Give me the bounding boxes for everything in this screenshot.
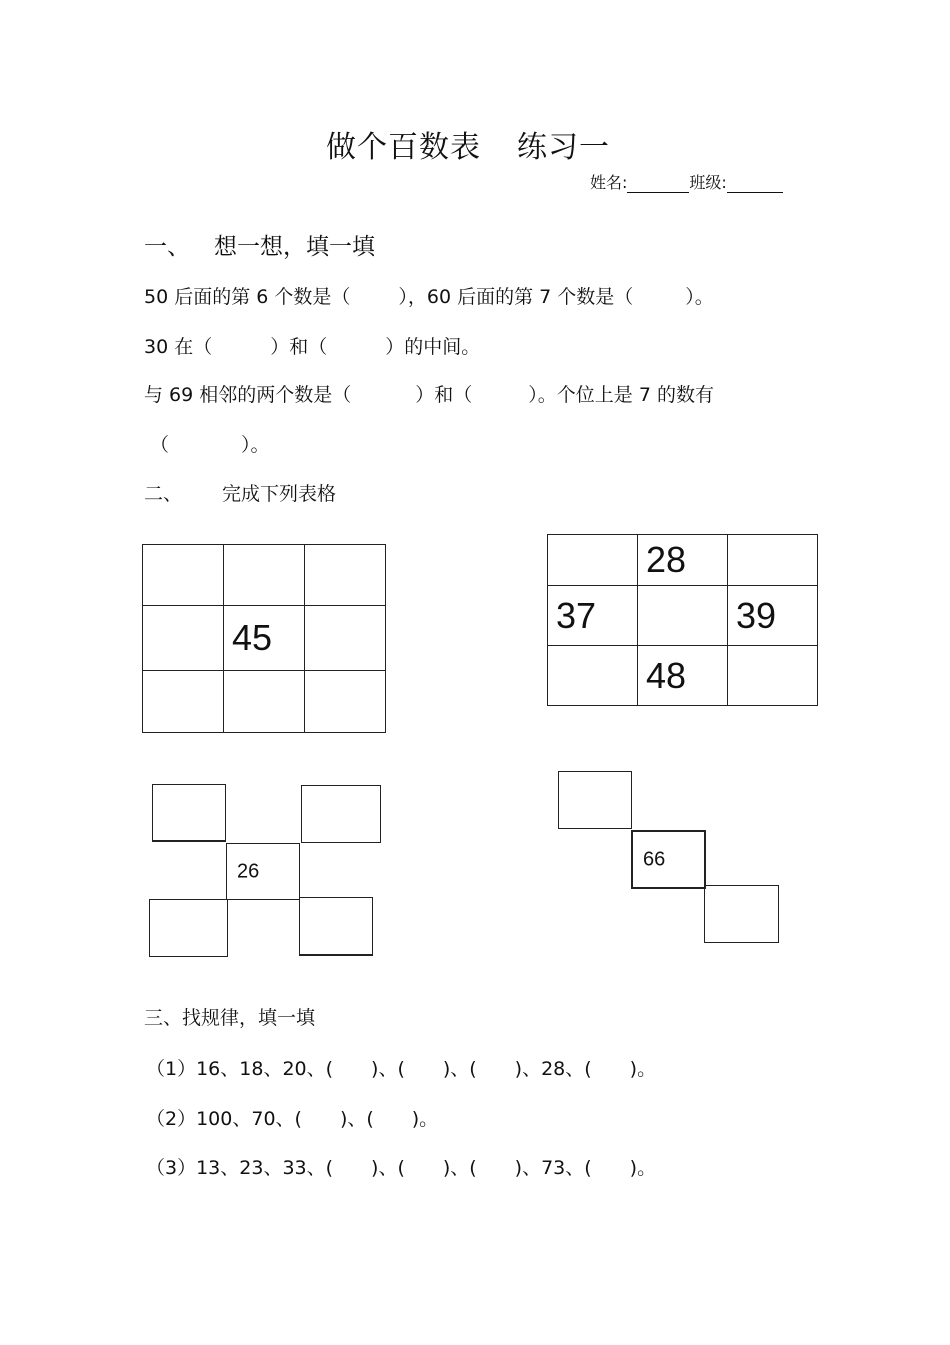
grid-cell[interactable]: [728, 646, 818, 706]
name-blank[interactable]: [627, 175, 689, 193]
section2-heading: [144, 479, 336, 506]
page-title: [326, 122, 610, 166]
class-label: 班级:: [689, 173, 727, 192]
grid-cell-right: [728, 586, 818, 646]
cross-box-top-left[interactable]: [152, 784, 226, 842]
pattern-2-text: （2）100、70、( )、( )。: [146, 1108, 439, 1130]
cross-box-bottom-right[interactable]: [299, 897, 373, 956]
grid-cell[interactable]: [638, 586, 728, 646]
q1-part-c: ）。: [685, 286, 714, 308]
pattern-row-1: [146, 1054, 656, 1081]
title-sub: 练习一: [517, 130, 610, 165]
grid-cell[interactable]: [224, 545, 305, 606]
diag-box-top[interactable]: [558, 771, 632, 829]
grid-cell[interactable]: [728, 535, 818, 586]
grid-cell-top: [638, 535, 728, 586]
grid-cell-bottom: [638, 646, 728, 706]
q1-part-b: ），60 后面的第 7 个数是（: [398, 286, 634, 308]
q3-part-c: ）。个位上是 7 的数有: [528, 384, 714, 406]
q3-part-d: （: [150, 434, 170, 456]
diag-center-value: 66: [643, 848, 666, 870]
cross-box-bottom-left[interactable]: [149, 899, 228, 957]
grid-45: [142, 544, 386, 733]
grid2-left-value: 37: [556, 594, 597, 636]
diag-box-center: [631, 830, 706, 889]
cross-box-center: [226, 843, 300, 900]
question-2: [144, 332, 480, 359]
diag-box-bottom[interactable]: [704, 885, 779, 943]
grid-38: [547, 534, 818, 706]
grid-cell[interactable]: [143, 606, 224, 671]
name-label: 姓名:: [590, 173, 628, 192]
grid-cell[interactable]: [143, 545, 224, 606]
cross-box-top-right[interactable]: [301, 785, 381, 843]
grid-cell[interactable]: [224, 671, 305, 733]
question-3-cont: [150, 430, 270, 457]
grid2-right-value: 39: [736, 594, 777, 636]
question-1: [144, 282, 714, 309]
section2-title: 完成下列表格: [222, 483, 337, 505]
q3-part-a: 与 69 相邻的两个数是（: [144, 384, 352, 406]
grid-cell-center: [224, 606, 305, 671]
pattern-1-text: （1）16、18、20、( )、( )、( )、28、( )。: [146, 1058, 657, 1080]
grid2-bottom-value: 48: [646, 654, 687, 696]
grid-cell[interactable]: [305, 545, 386, 606]
student-info: [590, 170, 783, 193]
section3-heading: [144, 1003, 315, 1030]
q3-part-e: ）。: [241, 434, 270, 456]
question-3: [144, 380, 714, 407]
cross-center-value: 26: [237, 860, 260, 882]
grid-cell[interactable]: [548, 646, 638, 706]
section1-heading: [144, 228, 375, 261]
q2-part-c: ）的中间。: [385, 336, 481, 358]
q2-part-b: ）和（: [270, 336, 328, 358]
grid-cell-left: [548, 586, 638, 646]
section1-num: 一、: [144, 234, 190, 260]
section2-num: 二、: [144, 483, 183, 505]
grid-cell[interactable]: [305, 671, 386, 733]
title-main: 做个百数表: [326, 130, 481, 165]
section3-title: 三、找规律，填一填: [144, 1007, 316, 1029]
section1-title: 想一想，填一填: [214, 234, 375, 260]
q2-part-a: 30 在（: [144, 336, 213, 358]
grid-cell[interactable]: [143, 671, 224, 733]
grid1-center-value: 45: [232, 617, 273, 658]
pattern-row-3: [146, 1153, 656, 1180]
q1-part-a: 50 后面的第 6 个数是（: [144, 286, 351, 308]
grid2-top-value: 28: [646, 539, 687, 580]
pattern-row-2: [146, 1104, 438, 1131]
q3-part-b: ）和（: [415, 384, 473, 406]
grid-cell[interactable]: [548, 535, 638, 586]
class-blank[interactable]: [727, 175, 783, 193]
grid-cell[interactable]: [305, 606, 386, 671]
pattern-3-text: （3）13、23、33、( )、( )、( )、73、( )。: [146, 1157, 657, 1179]
